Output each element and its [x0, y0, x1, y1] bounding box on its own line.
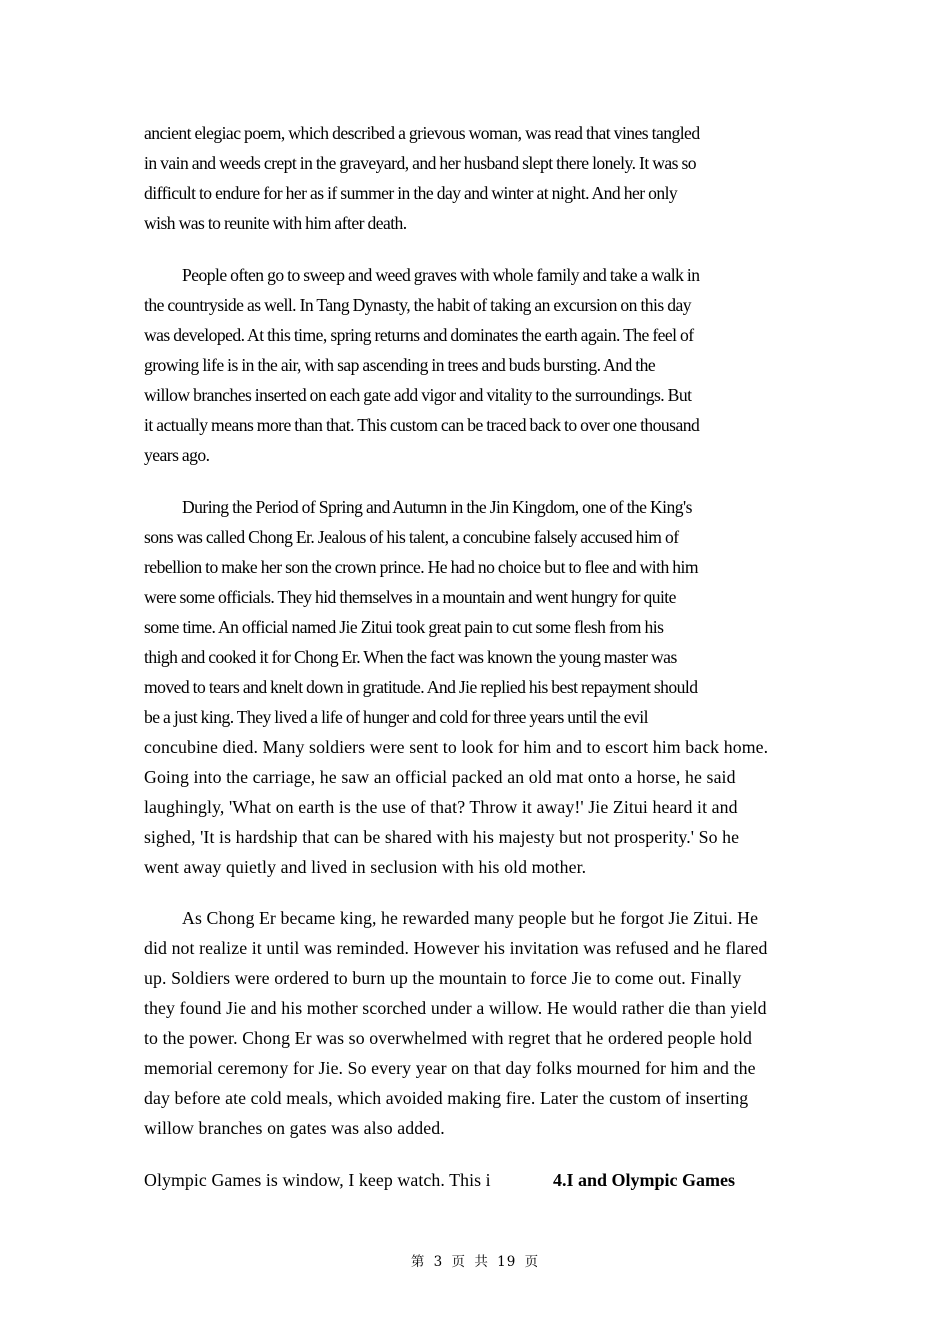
- text-line: did not realize it until was reminded. However his invitation was refused and he flared: [144, 938, 768, 958]
- text-line: As Chong Er became king, he rewarded many people but he forgot Jie Zitui. He: [182, 908, 759, 928]
- text-line: thigh and cooked it for Chong Er. When the fact was known the young master was: [144, 647, 677, 667]
- text-line: growing life is in the air, with sap ascending in trees and buds bursting. And the: [144, 355, 656, 375]
- text-line: concubine died. Many soldiers were sent to look for him and to escort him back home.: [144, 737, 769, 757]
- paragraph-1: [144, 118, 824, 238]
- text-line: was developed. At this time, spring returns and dominates the earth again. The feel of: [144, 325, 694, 345]
- paragraph-4: [144, 903, 824, 1143]
- text-line: moved to tears and knelt down in gratitude. And Jie replied his best repayment should: [144, 677, 698, 697]
- text-line: rebellion to make her son the crown prince. He had no choice but to flee and with him: [144, 557, 698, 577]
- text-line: some time. An official named Jie Zitui took great pain to cut some flesh from his: [144, 617, 664, 637]
- text-line: they found Jie and his mother scorched under a willow. He would rather die than yield: [144, 998, 767, 1018]
- section-heading: 4.I and Olympic Games: [553, 1170, 736, 1190]
- text-line: the countryside as well. In Tang Dynasty, the habit of taking an excursion on this day: [144, 295, 691, 315]
- text-line: willow branches on gates was also added.: [144, 1118, 445, 1138]
- page-number-footer: 第 3 页 共 19 页: [410, 1254, 540, 1270]
- text-line: were some officials. They hid themselves in a mountain and went hungry for quite: [144, 587, 676, 607]
- truncated-text-line: Olympic Games is window, I keep watch. This i: [144, 1170, 491, 1190]
- text-line: in vain and weeds crept in the graveyard, and her husband slept there lonely. It was so: [144, 153, 697, 173]
- text-line: to the power. Chong Er was so overwhelmed with regret that he ordered people hold: [144, 1028, 753, 1048]
- paragraph-3: [144, 492, 824, 732]
- paragraph-3-continued: [144, 732, 824, 882]
- text-line: laughingly, 'What on earth is the use of that? Throw it away!' Jie Zitui heard it and: [144, 797, 738, 817]
- text-line: ancient elegiac poem, which described a grievous woman, was read that vines tangled: [144, 123, 700, 143]
- text-line: up. Soldiers were ordered to burn up the mountain to force Jie to come out. Finally: [144, 968, 742, 988]
- paragraph-2: [144, 260, 824, 470]
- text-line: memorial ceremony for Jie. So every year on that day folks mourned for him and the: [144, 1058, 756, 1078]
- bottom-text-row: [144, 1165, 824, 1195]
- text-line: Going into the carriage, he saw an official packed an old mat onto a horse, he said: [144, 767, 736, 787]
- text-line: difficult to endure for her as if summer in the day and winter at night. And her only: [144, 183, 678, 203]
- text-line: be a just king. They lived a life of hunger and cold for three years until the evil: [144, 707, 648, 727]
- text-line: it actually means more than that. This custom can be traced back to over one thousand: [144, 415, 700, 435]
- text-line: People often go to sweep and weed graves with whole family and take a walk in: [182, 265, 700, 285]
- text-line: went away quietly and lived in seclusion with his old mother.: [144, 857, 587, 877]
- text-line: sighed, 'It is hardship that can be shared with his majesty but not prosperity.' So he: [144, 827, 740, 847]
- text-line: years ago.: [144, 445, 210, 465]
- text-line: wish was to reunite with him after death.: [144, 213, 407, 233]
- text-line: sons was called Chong Er. Jealous of his talent, a concubine falsely accused him of: [144, 527, 679, 547]
- text-line: day before ate cold meals, which avoided making fire. Later the custom of inserting: [144, 1088, 749, 1108]
- text-line: willow branches inserted on each gate add vigor and vitality to the surroundings. But: [144, 385, 692, 405]
- text-line: During the Period of Spring and Autumn in the Jin Kingdom, one of the King's: [182, 497, 692, 517]
